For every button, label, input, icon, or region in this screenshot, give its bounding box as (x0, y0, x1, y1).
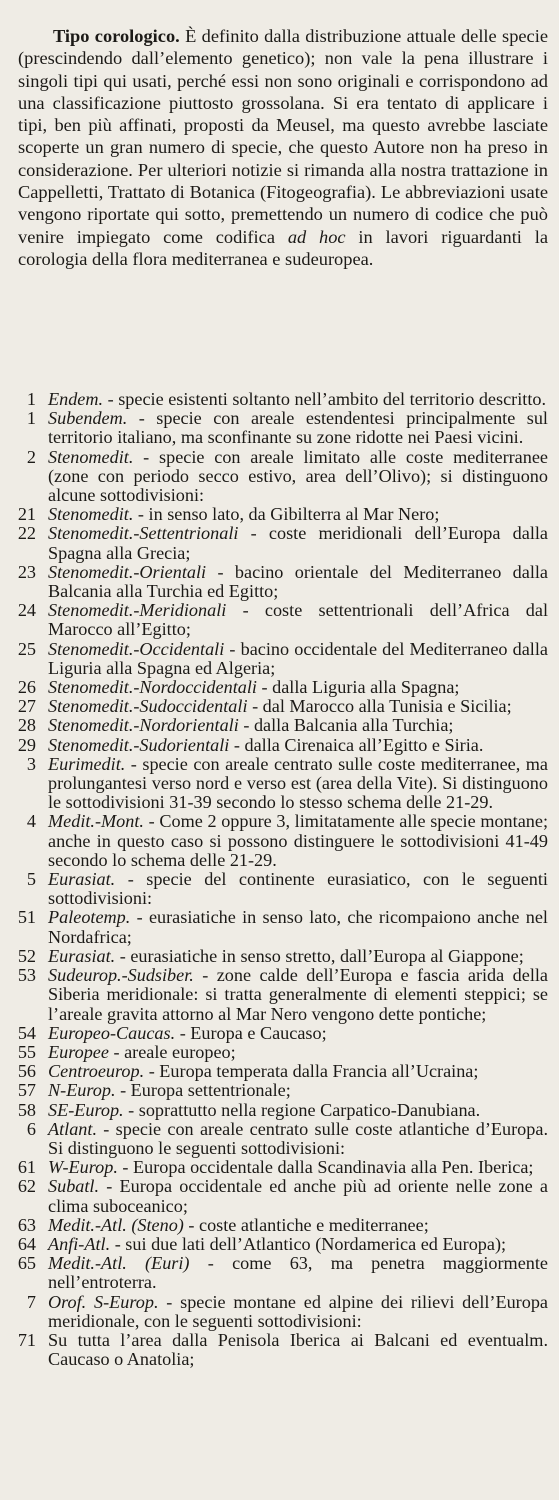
list-item (14, 678, 548, 697)
entry-description: - sui due lati dell’Atlantico (Nordamerica ed Europa); (110, 1233, 507, 1254)
entry-term: Stenomedit.-Meridionali (48, 600, 227, 621)
entry-term: Eurimedit. (48, 753, 126, 774)
entry-description: - soprattutto nella regione Carpatico-Danubiana. (123, 1099, 481, 1120)
entry-code: 63 (17, 1214, 36, 1235)
entry-code: 24 (17, 600, 36, 621)
entry-term: Stenomedit.-Sudoccidentali (48, 696, 248, 717)
list-item (14, 1120, 548, 1158)
entry-code: 1 (26, 408, 36, 429)
list-item (14, 1254, 548, 1292)
entry-term: Atlant. (48, 1118, 98, 1139)
entry-term: Stenomedit.-Orientali (48, 561, 207, 582)
list-item (14, 870, 548, 908)
entry-description: - specie con areale centrato sulle coste mediterranee, ma prolungantesi verso nord e verso est (area della Vite). Si distinguono le sottodivisioni 31-39 secondo lo stesso schema delle 21-29. (48, 753, 548, 813)
list-item (14, 448, 548, 506)
entry-code: 64 (17, 1233, 36, 1254)
entry-term: Orof. S-Europ. (48, 1291, 159, 1312)
list-item (14, 1235, 548, 1254)
list-item (14, 736, 548, 755)
entry-description: - specie con areale limitato alle coste mediterranee (zone con periodo secco estivo, area dell’Olivo); si distinguono alcune sottodivisioni: (48, 446, 548, 506)
entry-code: 22 (17, 523, 36, 544)
entry-term: Stenomedit.-Nordorientali (48, 715, 239, 736)
entry-code: 51 (17, 907, 36, 928)
entry-description: Su tutta l’area dalla Penisola Iberica ai Balcani ed eventualm. Caucaso o Anatolia; (48, 1329, 548, 1370)
entry-code: 26 (17, 677, 36, 698)
entry-code: 1 (26, 389, 36, 409)
entry-term: Europeo-Caucas. (48, 1022, 176, 1043)
entry-code: 53 (17, 965, 36, 986)
list-item (14, 1101, 548, 1120)
entry-term: Paleotemp. (48, 907, 131, 928)
entry-code: 61 (17, 1157, 36, 1178)
entry-code: 21 (17, 504, 36, 525)
list-item (14, 908, 548, 946)
entry-code: 5 (26, 869, 36, 890)
entry-term: N-Europ. (48, 1080, 116, 1101)
list-item (14, 1177, 548, 1215)
entry-description: - bacino occidentale del Mediterraneo dalla Liguria alla Spagna ed Algeria; (48, 638, 548, 678)
entry-description: - zone calde dell’Europa e fascia arida della Siberia meridionale: si tratta generalmente di elementi steppici; se l’areale gravita attorno al Mar Nero vengono dette pontiche; (48, 965, 548, 1024)
entry-code: 55 (17, 1041, 36, 1062)
entry-code: 23 (17, 561, 36, 582)
entry-term: Sudeurop.-Sudsiber. (48, 965, 194, 986)
entry-description: - coste atlantiche e mediterranee; (183, 1214, 429, 1235)
entry-description: - dal Marocco alla Tunisia e Sicilia; (247, 696, 512, 717)
entry-description: - eurasiatiche in senso stretto, dall’Europa al Giappone; (115, 945, 524, 966)
list-item (14, 1331, 548, 1369)
list-item (14, 1216, 548, 1235)
entry-code: 62 (17, 1176, 36, 1197)
entry-term: SE-Europ. (48, 1099, 124, 1120)
entry-code: 65 (17, 1253, 36, 1274)
entry-term: Anfi-Atl. (48, 1233, 111, 1254)
entry-term: Stenomedit. (48, 446, 134, 467)
list-item (14, 966, 548, 1024)
entry-code: 71 (17, 1329, 36, 1350)
list-item (14, 812, 548, 870)
entry-code: 2 (26, 446, 36, 467)
entry-description: - dalla Cirenaica all’Egitto e Siria. (229, 734, 484, 755)
list-item (14, 697, 548, 716)
entry-description: - come 63, ma penetra maggiormente nell’entroterra. (48, 1253, 548, 1293)
list-item (14, 524, 548, 562)
list-item (14, 947, 548, 966)
entry-term: Stenomedit.-Sudorientali (48, 734, 230, 755)
intro-text-part-2: in lavori riguardanti la corologia della flora mediterranea e sudeuropea. (18, 226, 548, 269)
list-item (14, 640, 548, 678)
entry-term: Stenomedit.-Nordoccidentali (48, 677, 257, 698)
list-item (14, 755, 548, 813)
entry-description: - dalla Liguria alla Spagna; (256, 677, 460, 698)
list-item (14, 1081, 548, 1100)
entry-description: - Europa temperata dalla Francia all’Ucraina; (144, 1061, 479, 1082)
entry-description: - coste settentrionali dell’Africa dal Marocco all’Egitto; (48, 600, 548, 640)
entry-description: - eurasiatiche in senso lato, che ricompaiono anche nel Nordafrica; (48, 907, 548, 947)
entry-code: 57 (17, 1080, 36, 1101)
list-item (14, 409, 548, 447)
chorological-type-list (14, 390, 548, 1369)
list-item (14, 1043, 548, 1062)
entry-term: Subatl. (48, 1176, 100, 1197)
entry-code: 29 (17, 734, 36, 755)
entry-description: - specie con areale estendentesi principalmente sul territorio italiano, ma sconfinante su zone ridotte nei Paesi vicini. (48, 408, 548, 448)
entry-term: Medit.-Atl. (Euri) (48, 1253, 190, 1274)
list-item (14, 390, 548, 409)
entry-description: - in senso lato, da Gibilterra al Mar Nero; (133, 504, 440, 525)
entry-term: Stenomedit.-Occidentali (48, 638, 225, 659)
entry-code: 54 (17, 1022, 36, 1043)
intro-text-part-1: È definito dalla distribuzione attuale delle specie (prescindendo dall’elemento genetico); non vale la pena illustrare i singoli tipi qui usati, perché essi non sono originali e corrispondono ad una classificazione piuttosto grossolana. Si era tentato di applicare i tipi, ben più affinati, proposti da Meusel, ma questo avrebbe lasciate scoperte un gran numero di specie, che questo Autore non ha preso in considerazione. Per ulteriori notizie si rimanda alla nostra trattazione in Cappelletti, Trattato di Botanica (Fitogeografia). Le abbreviazioni usate vengono riportate qui sotto, premettendo un numero di codice che può venire impiegato come codifica (18, 26, 548, 247)
entry-term: Medit.-Mont. (48, 811, 144, 832)
entry-description: - areale europeo; (108, 1041, 236, 1062)
list-item (14, 563, 548, 601)
entry-term: W-Europ. (48, 1157, 118, 1178)
entry-code: 3 (26, 753, 36, 774)
list-item (14, 1158, 548, 1177)
intro-lead-heading: Tipo corologico. (53, 26, 180, 46)
entry-description: - specie del continente eurasiatico, con le seguenti sottodivisioni: (48, 869, 548, 909)
entry-code: 56 (17, 1061, 36, 1082)
entry-description: - bacino orientale del Mediterraneo dalla Balcania alla Turchia ed Egitto; (48, 561, 548, 602)
entry-description: - Europa occidentale dalla Scandinavia alla Pen. Iberica; (117, 1157, 534, 1178)
entry-code: 6 (26, 1118, 36, 1139)
entry-description: - coste meridionali dell’Europa dalla Spagna alla Grecia; (48, 523, 548, 563)
intro-paragraph (18, 25, 548, 270)
entry-description: - Europa occidentale ed anche più ad oriente nelle zone a clima suboceanico; (48, 1176, 548, 1216)
list-item (14, 601, 548, 639)
entry-description: - specie esistenti soltanto nell’ambito del territorio descritto. (103, 389, 547, 409)
intro-italic-phrase: ad hoc (287, 226, 346, 247)
entry-code: 7 (26, 1291, 36, 1312)
entry-term: Subendem. (48, 408, 128, 429)
entry-code: 25 (17, 638, 36, 659)
list-item (14, 1062, 548, 1081)
entry-code: 27 (17, 696, 36, 717)
entry-term: Endem. (48, 389, 104, 409)
entry-code: 52 (17, 945, 36, 966)
list-item (14, 1293, 548, 1331)
list-item (14, 505, 548, 524)
entry-term: Centroeurop. (48, 1061, 145, 1082)
entry-term: Stenomedit.-Settentrionali (48, 523, 239, 544)
list-item (14, 1024, 548, 1043)
entry-description: - specie montane ed alpine dei rilievi dell’Europa meridionale, con le seguenti sottodivisioni: (48, 1291, 548, 1331)
entry-term: Medit.-Atl. (Steno) (48, 1214, 184, 1235)
entry-code: 28 (17, 715, 36, 736)
entry-term: Stenomedit. (48, 504, 134, 525)
entry-code: 4 (26, 811, 36, 832)
list-item (14, 716, 548, 735)
entry-description: - Europa e Caucaso; (175, 1022, 327, 1043)
entry-description: - Europa settentrionale; (115, 1080, 291, 1101)
entry-term: Europee (48, 1041, 109, 1062)
entry-description: - specie con areale centrato sulle coste atlantiche d’Europa. Si distinguono le seguenti sottodivisioni: (48, 1118, 548, 1158)
entry-term: Eurasiat. (48, 945, 116, 966)
entry-term: Eurasiat. (48, 869, 116, 890)
entry-code: 58 (17, 1099, 36, 1120)
entry-description: - dalla Balcania alla Turchia; (238, 715, 454, 736)
entry-description: - Come 2 oppure 3, limitatamente alle specie montane; anche in questo caso si possono distinguere le sottodivisioni 41-49 secondo lo schema delle 21-29. (48, 811, 548, 870)
